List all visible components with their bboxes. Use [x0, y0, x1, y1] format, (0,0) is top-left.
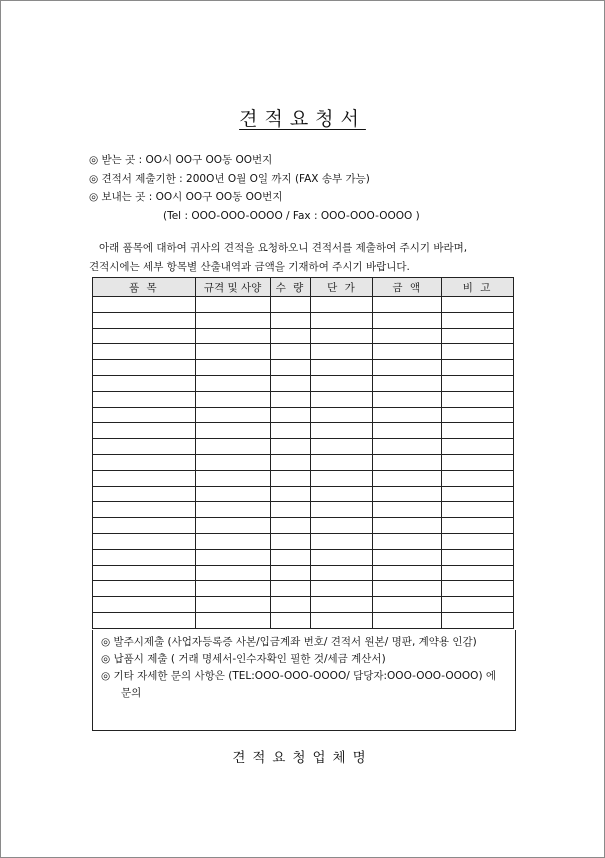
contact-line: (Tel : OOO-OOO-OOOO / Fax : OOO-OOO-OOOO ) [163, 209, 420, 222]
table-cell [311, 612, 373, 628]
table-row [93, 439, 514, 455]
table-row [93, 533, 514, 549]
table-cell [270, 391, 311, 407]
table-row [93, 454, 514, 470]
table-cell [270, 549, 311, 565]
table-row [93, 407, 514, 423]
table-cell [195, 454, 270, 470]
table-cell [270, 612, 311, 628]
table-row [93, 518, 514, 534]
table-row [93, 297, 514, 313]
table-cell [442, 360, 514, 376]
table-cell [270, 565, 311, 581]
table-cell [270, 312, 311, 328]
table-cell [373, 312, 442, 328]
table-cell [442, 312, 514, 328]
table-cell [195, 549, 270, 565]
table-cell [311, 470, 373, 486]
deadline-line: ◎ 견적서 제출기한 : 200O년 O월 O일 까지 (FAX 송부 가능) [89, 172, 370, 185]
sender-line: ◎ 보내는 곳 : OO시 OO구 OO동 OO번지 [89, 191, 283, 203]
table-cell [373, 486, 442, 502]
table-row [93, 612, 514, 628]
table-cell [311, 454, 373, 470]
table-cell [270, 581, 311, 597]
table-cell [442, 344, 514, 360]
table-row [93, 597, 514, 613]
table-cell [311, 581, 373, 597]
document-title [1, 104, 604, 131]
notes-box [92, 630, 516, 731]
table-row [93, 486, 514, 502]
table-cell [270, 344, 311, 360]
table-cell [373, 533, 442, 549]
table-cell [195, 533, 270, 549]
table-cell [195, 470, 270, 486]
document-title-text: 견적요청서 [239, 108, 366, 130]
recipient-line: ◎ 받는 곳 : OO시 OO구 OO동 OO번지 [89, 154, 273, 166]
requester-name-line: 견적요청업체명 [232, 750, 373, 766]
table-cell [270, 597, 311, 613]
table-cell [442, 407, 514, 423]
table-cell [311, 597, 373, 613]
table-cell [442, 391, 514, 407]
table-cell [195, 375, 270, 391]
table-cell [93, 533, 196, 549]
table-cell [442, 502, 514, 518]
table-row [93, 391, 514, 407]
table-cell [93, 502, 196, 518]
table-cell [93, 486, 196, 502]
table-cell [442, 423, 514, 439]
table-cell [311, 297, 373, 313]
table-cell [373, 328, 442, 344]
table-cell [373, 360, 442, 376]
table-cell [270, 407, 311, 423]
table-cell [373, 375, 442, 391]
table-cell [373, 423, 442, 439]
table-cell [195, 439, 270, 455]
table-cell [195, 518, 270, 534]
table-cell [270, 360, 311, 376]
table-cell [442, 439, 514, 455]
table-cell [373, 581, 442, 597]
table-cell [373, 454, 442, 470]
table-cell [442, 297, 514, 313]
table-row [93, 565, 514, 581]
table-cell [311, 486, 373, 502]
table-cell [93, 407, 196, 423]
note-delivery: ◎ 납품시 제출 ( 거래 명세서-인수자확인 필한 것/세금 계산서) [101, 653, 386, 665]
table-cell [195, 312, 270, 328]
table-cell [195, 360, 270, 376]
table-row [93, 423, 514, 439]
table-cell [93, 328, 196, 344]
header-amount: 금 액 [373, 278, 442, 297]
table-cell [442, 533, 514, 549]
table-cell [311, 502, 373, 518]
intro-line-1: 아래 품목에 대하여 귀사의 견적을 요청하오니 견적서를 제출하여 주시기 바라며, [99, 242, 468, 254]
table-cell [373, 439, 442, 455]
header-spec: 규격 및 사양 [195, 278, 270, 297]
table-cell [195, 565, 270, 581]
intro-line-2: 견적시에는 세부 항목별 산출내역과 금액을 기재하여 주시기 바랍니다. [89, 261, 410, 273]
table-cell [270, 454, 311, 470]
table-cell [270, 470, 311, 486]
table-cell [442, 612, 514, 628]
table-cell [270, 423, 311, 439]
table-cell [195, 423, 270, 439]
table-row [93, 581, 514, 597]
table-row [93, 375, 514, 391]
table-cell [311, 312, 373, 328]
table-cell [195, 597, 270, 613]
table-cell [442, 470, 514, 486]
table-row [93, 549, 514, 565]
table-cell [311, 407, 373, 423]
table-cell [373, 297, 442, 313]
table-cell [195, 612, 270, 628]
table-cell [93, 423, 196, 439]
table-header-row [93, 278, 514, 297]
table-cell [93, 597, 196, 613]
table-row [93, 344, 514, 360]
table-cell [270, 502, 311, 518]
table-cell [93, 581, 196, 597]
table-row [93, 470, 514, 486]
table-cell [270, 328, 311, 344]
table-cell [195, 297, 270, 313]
table-row [93, 502, 514, 518]
table-cell [373, 470, 442, 486]
table-cell [311, 423, 373, 439]
table-cell [311, 533, 373, 549]
table-cell [442, 486, 514, 502]
table-cell [373, 502, 442, 518]
table-cell [270, 518, 311, 534]
table-cell [442, 549, 514, 565]
table-cell [442, 454, 514, 470]
table-cell [373, 391, 442, 407]
quote-table-body [93, 297, 514, 629]
table-cell [270, 439, 311, 455]
table-cell [373, 612, 442, 628]
table-cell [195, 344, 270, 360]
header-item: 품 목 [93, 278, 196, 297]
note-order: ◎ 발주시제출 (사업자등록증 사본/입금계좌 번호/ 견적서 원본/ 명판, 계약용 인감) [101, 636, 477, 648]
table-cell [195, 486, 270, 502]
table-cell [270, 486, 311, 502]
info-block [89, 151, 420, 225]
table-cell [442, 565, 514, 581]
table-cell [373, 344, 442, 360]
table-cell [270, 375, 311, 391]
table-cell [442, 328, 514, 344]
table-cell [93, 344, 196, 360]
table-cell [195, 391, 270, 407]
table-cell [311, 439, 373, 455]
table-cell [93, 391, 196, 407]
table-cell [373, 565, 442, 581]
table-row [93, 360, 514, 376]
table-cell [442, 581, 514, 597]
table-cell [373, 549, 442, 565]
table-cell [195, 407, 270, 423]
table-cell [93, 360, 196, 376]
table-cell [311, 344, 373, 360]
table-cell [93, 518, 196, 534]
table-cell [93, 439, 196, 455]
table-cell [93, 565, 196, 581]
header-quantity: 수 량 [270, 278, 311, 297]
table-cell [311, 360, 373, 376]
table-cell [195, 328, 270, 344]
table-cell [93, 375, 196, 391]
header-remarks: 비 고 [442, 278, 514, 297]
note-inquiry: ◎ 기타 자세한 문의 사항은 (TEL:OOO-OOO-OOOO/ 담당자:OOO-OOO-OOOO) 에 문의 [101, 670, 497, 699]
intro-paragraph [89, 239, 529, 277]
table-cell [373, 518, 442, 534]
table-cell [93, 470, 196, 486]
table-cell [270, 297, 311, 313]
table-cell [311, 549, 373, 565]
header-unit-price: 단 가 [311, 278, 373, 297]
table-cell [373, 407, 442, 423]
table-cell [442, 375, 514, 391]
table-cell [373, 597, 442, 613]
table-cell [93, 454, 196, 470]
quote-table [92, 277, 514, 629]
table-cell [442, 597, 514, 613]
table-cell [93, 297, 196, 313]
table-cell [93, 612, 196, 628]
table-cell [311, 518, 373, 534]
table-cell [195, 502, 270, 518]
table-cell [195, 581, 270, 597]
table-cell [311, 375, 373, 391]
table-cell [93, 549, 196, 565]
table-cell [270, 533, 311, 549]
table-row [93, 328, 514, 344]
table-cell [93, 312, 196, 328]
table-cell [311, 391, 373, 407]
table-cell [311, 565, 373, 581]
table-cell [311, 328, 373, 344]
table-cell [442, 518, 514, 534]
table-row [93, 312, 514, 328]
